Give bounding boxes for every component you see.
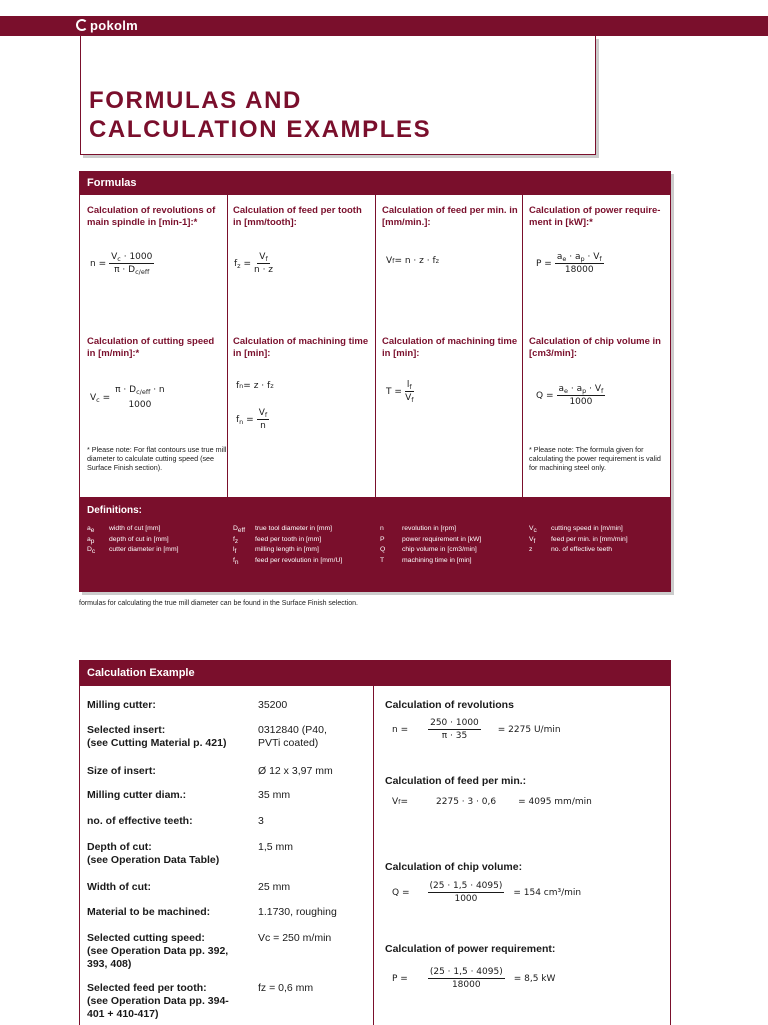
formulas-header	[80, 172, 670, 195]
eq-lhs: P =	[392, 973, 408, 984]
eq-sub: e	[562, 255, 567, 263]
formula-cell-power	[529, 205, 667, 229]
definition-text: width of cut [mm]	[109, 525, 161, 532]
definition-item	[380, 524, 481, 535]
formulas-header-label: Formulas	[87, 177, 137, 189]
eq-text: π · D	[114, 265, 136, 275]
eq-text: f	[236, 381, 240, 391]
symbol-text: V	[529, 525, 534, 532]
calc-equation-feed-per-min: V f = 2275 · 3 · 0,6 = 4095 mm/min	[392, 797, 592, 807]
definition-symbol	[233, 524, 255, 535]
example-value: 1,5 mm	[258, 841, 294, 853]
eq-lhs: T =	[386, 386, 402, 397]
formulas-panel	[79, 171, 671, 592]
definition-symbol	[529, 535, 551, 546]
calculation-example-header	[80, 661, 670, 686]
calc-title-chip-volume: Calculation of chip volume:	[385, 861, 523, 873]
definitions-column	[529, 524, 628, 556]
eq-denominator	[405, 392, 413, 403]
definition-text: cutter diameter in [mm]	[109, 546, 179, 553]
eq-text: · n	[150, 385, 165, 395]
eq-denominator: 1000	[569, 397, 593, 407]
eq-text: · 1000	[120, 252, 153, 262]
definition-text: depth of cut in [mm]	[109, 535, 169, 543]
eq-text: =	[400, 797, 409, 807]
definition-item	[380, 535, 481, 546]
footnote: formulas for calculating the true mill diameter can be found in the Surface Finish selection.	[79, 600, 358, 607]
eq-denominator: 18000	[564, 265, 594, 275]
equation-revolutions	[90, 252, 157, 275]
symbol-sub: c	[533, 527, 537, 534]
eq-fraction	[109, 252, 154, 275]
definition-text: revolution in [rpm]	[402, 525, 457, 532]
formula-note-power: * Please note: The formula given for calculating the power requirement is valid for machining steel only.	[529, 445, 661, 472]
eq-sub: p	[580, 255, 585, 263]
page-title-line-1: FORMULAS AND	[89, 87, 302, 114]
symbol-text: a	[87, 525, 91, 532]
equation-feed-per-rev-b	[236, 408, 272, 431]
definition-text: no. of effective teeth	[551, 546, 613, 553]
eq-denominator: 1000	[454, 894, 478, 904]
definition-symbol	[380, 524, 402, 535]
example-value: 0312840 (P40, PVTi coated)	[258, 724, 327, 749]
calc-title-power: Calculation of power requirement:	[385, 943, 556, 955]
symbol-sub: c	[91, 548, 96, 555]
eq-text: π · D	[115, 385, 137, 395]
example-label: Selected cutting speed: (see Operation Data pp. 392, 393, 408)	[87, 932, 229, 970]
eq-text: a	[558, 384, 565, 394]
definition-text: feed per tooth in [mm]	[255, 535, 322, 543]
logo-text: pokolm	[90, 18, 139, 33]
calculation-example-panel	[79, 660, 671, 1025]
symbol-sub: eff	[237, 527, 246, 534]
example-value: 35200	[258, 699, 288, 711]
eq-text: V	[259, 252, 266, 262]
eq-text: f	[234, 258, 238, 269]
example-value: 25 mm	[258, 881, 291, 893]
calculation-example-header-label: Calculation Example	[87, 667, 195, 679]
definition-item	[529, 545, 628, 556]
definitions-column	[233, 524, 342, 566]
formula-title: Calculation of cutting speed in [m/min]:*	[87, 336, 215, 359]
formula-title: Calculation of machining time in [min]:	[382, 336, 518, 359]
eq-text: = n · z · f	[394, 256, 436, 266]
equation-machining-time	[386, 380, 417, 403]
eq-fraction	[428, 967, 505, 990]
definition-item	[380, 545, 481, 556]
eq-text: · a	[566, 252, 581, 262]
eq-text: =	[240, 258, 251, 269]
example-label: Milling cutter diam.:	[87, 789, 187, 801]
eq-expression: 2275 · 3 · 0,6	[436, 797, 497, 807]
symbol-sub: n	[234, 558, 239, 566]
eq-sub: f	[264, 411, 268, 419]
symbol-sub: p	[90, 537, 95, 545]
eq-numerator: 250 · 1000	[430, 718, 479, 728]
eq-result: = 2275 U/min	[497, 724, 561, 735]
eq-numerator: (25 · 1,5 · 4095)	[429, 967, 503, 977]
eq-text: a	[556, 252, 563, 262]
formula-title: Calculation of feed per tooth in [mm/tooth]:	[233, 205, 362, 228]
definition-text: cutting speed in [m/min]	[551, 525, 623, 532]
example-value: 3	[258, 815, 264, 827]
definition-symbol	[233, 556, 255, 567]
eq-sub: c/eff	[135, 268, 150, 276]
equation-power	[536, 252, 607, 275]
formula-cell-cutting-speed	[87, 336, 225, 360]
eq-text: V	[392, 797, 399, 807]
eq-numerator	[555, 252, 604, 264]
definition-symbol	[380, 545, 402, 556]
eq-fraction	[428, 718, 481, 741]
symbol-sub: e	[90, 527, 95, 534]
eq-fraction	[405, 380, 414, 403]
eq-text: = z · f	[243, 381, 271, 391]
definition-symbol	[380, 535, 402, 546]
symbol-text: l	[233, 546, 235, 553]
formula-cell-feed-per-tooth	[233, 205, 371, 229]
calc-title-feed-per-min: Calculation of feed per min.:	[385, 775, 527, 787]
definition-item	[529, 524, 628, 535]
definition-item	[233, 524, 342, 535]
calc-title-revolutions: Calculation of revolutions	[385, 699, 514, 711]
example-label: Selected feed per tooth: (see Operation Data pp. 394- 401 + 410-417)	[87, 982, 229, 1020]
symbol-sub: z	[234, 537, 239, 545]
symbol-sub: f	[533, 537, 536, 545]
definition-symbol	[87, 524, 109, 535]
eq-numerator	[557, 384, 606, 396]
eq-lhs: Q =	[536, 390, 554, 401]
eq-numerator	[257, 252, 269, 264]
calc-equation-power	[392, 967, 555, 990]
column-divider	[373, 686, 374, 1025]
eq-sub: p	[582, 387, 587, 395]
eq-sub: c	[96, 395, 100, 404]
definition-text: milling length in [mm]	[255, 546, 319, 553]
eq-sub: c	[117, 255, 121, 263]
calc-equation-chip-volume	[392, 881, 581, 904]
example-label: Material to be machined:	[87, 906, 211, 918]
eq-lhs	[90, 393, 110, 403]
definition-item	[87, 524, 179, 535]
eq-denominator: n	[260, 421, 266, 431]
example-label: Depth of cut: (see Operation Data Table)	[87, 841, 220, 866]
eq-numerator	[109, 252, 154, 264]
equation-feed-per-tooth	[234, 252, 276, 275]
column-divider	[375, 195, 376, 497]
eq-text: V	[258, 408, 265, 418]
eq-result: = 4095 mm/min	[518, 797, 592, 807]
symbol-text: D	[233, 525, 238, 532]
example-value: Ø 12 x 3,97 mm	[258, 765, 333, 777]
calc-equation-revolutions	[392, 718, 561, 741]
symbol-text: Q	[380, 546, 386, 553]
symbol-text: P	[380, 535, 385, 543]
formula-note-cutting-speed: * Please note: For flat contours use true mill diameter to calculate cutting speed (see Surface Finish section).	[87, 445, 227, 472]
formula-title: Calculation of power require-ment in [kW]:*	[529, 205, 661, 228]
page-title	[89, 86, 431, 144]
formula-title: Calculation of feed per min. in [mm/min.]:	[382, 205, 518, 228]
example-value: Vc = 250 m/min	[258, 932, 332, 944]
eq-lhs	[236, 415, 254, 425]
formula-cell-chip-volume	[529, 336, 667, 360]
eq-numerator	[405, 380, 414, 392]
symbol-text: T	[380, 556, 385, 564]
example-label: Width of cut:	[87, 881, 152, 893]
definition-text: true tool diameter in [mm]	[255, 525, 333, 532]
definitions-column	[87, 524, 179, 556]
eq-fraction	[254, 252, 273, 275]
definition-text: feed per min. in [mm/min]	[551, 535, 628, 543]
symbol-text: f	[233, 535, 235, 543]
definition-item	[233, 545, 342, 556]
eq-text: · a	[568, 384, 583, 394]
eq-fraction	[257, 408, 269, 431]
definition-item	[233, 556, 342, 567]
formula-title: Calculation of chip volume in [cm3/min]:	[529, 336, 661, 359]
formula-cell-feed-per-min	[382, 205, 520, 229]
formula-cell-machining-time-a	[233, 336, 371, 360]
symbol-text: V	[529, 535, 534, 543]
definition-text: chip volume in [cm3/min]	[402, 546, 477, 553]
eq-sub: f	[601, 387, 604, 395]
formula-cell-revolutions	[87, 205, 225, 229]
eq-sub: f	[265, 255, 268, 263]
definition-item	[87, 545, 179, 556]
definition-symbol	[529, 545, 551, 556]
eq-sub: z	[237, 261, 241, 270]
eq-denominator: π · 35	[441, 731, 468, 741]
eq-fraction	[428, 881, 505, 904]
eq-text: · V	[584, 252, 600, 262]
eq-text: · V	[586, 384, 602, 394]
definition-symbol	[87, 535, 109, 546]
eq-text: =	[243, 414, 254, 425]
eq-result: = 154 cm³/min	[513, 887, 582, 898]
definition-item	[380, 556, 481, 567]
column-divider	[522, 195, 523, 497]
eq-numerator	[113, 385, 166, 396]
eq-sub: n	[239, 417, 244, 426]
eq-text: f	[236, 414, 240, 425]
symbol-sub: f	[234, 548, 237, 555]
eq-numerator	[257, 408, 269, 420]
definitions-panel	[80, 497, 670, 591]
eq-numerator: (25 · 1,5 · 4095)	[429, 881, 503, 891]
example-value: fz = 0,6 mm	[258, 982, 314, 994]
eq-fraction	[557, 384, 606, 407]
example-value: 35 mm	[258, 789, 291, 801]
eq-fraction	[113, 385, 166, 410]
definition-item	[233, 535, 342, 546]
symbol-text: a	[87, 535, 91, 543]
eq-fraction	[555, 252, 604, 275]
formula-title: Calculation of machining time in [min]:	[233, 336, 369, 359]
example-label: Selected insert: (see Cutting Material p. 421)	[87, 724, 227, 749]
definition-text: machining time in [min]	[402, 556, 472, 564]
eq-lhs: P =	[536, 258, 552, 269]
eq-sub: f	[411, 396, 414, 404]
eq-text: V	[405, 393, 412, 403]
definition-symbol	[233, 545, 255, 556]
eq-sub: c/eff	[136, 388, 151, 396]
eq-text: V	[90, 392, 97, 403]
definition-item	[87, 535, 179, 546]
logo-mark-icon	[76, 19, 88, 31]
definitions-column	[380, 524, 481, 566]
eq-text: l	[406, 380, 410, 390]
formula-cell-machining-time-b	[382, 336, 520, 360]
example-value: 1.1730, roughing	[258, 906, 337, 918]
definition-item	[529, 535, 628, 546]
example-label: Milling cutter:	[87, 699, 156, 711]
eq-sub: f	[599, 255, 602, 263]
equation-feed-per-rev-a: f n = z · f z	[236, 381, 274, 391]
eq-text: =	[99, 392, 111, 403]
definition-symbol	[87, 545, 109, 556]
equation-cutting-speed	[90, 385, 170, 410]
brand-logo	[76, 18, 138, 33]
definition-text: power requirement in [kW]	[402, 535, 482, 543]
example-label: no. of effective teeth:	[87, 815, 193, 827]
title-box	[80, 36, 596, 155]
eq-lhs	[234, 259, 251, 269]
eq-denominator	[114, 264, 149, 275]
equation-feed-per-min: V f = n · z · f z	[386, 256, 440, 266]
eq-denominator: 18000	[451, 980, 481, 990]
eq-denominator: 1000	[128, 400, 152, 410]
definitions-title: Definitions:	[87, 505, 142, 516]
symbol-text: D	[87, 546, 92, 553]
symbol-text: f	[233, 556, 235, 564]
eq-lhs: n =	[90, 258, 107, 269]
eq-result: = 8,5 kW	[513, 973, 556, 984]
eq-sub: e	[564, 387, 569, 395]
definition-symbol	[233, 535, 255, 546]
column-divider	[227, 195, 228, 497]
eq-denominator: n · z	[254, 265, 274, 275]
eq-lhs: n =	[392, 724, 409, 735]
symbol-text: n	[380, 525, 384, 532]
eq-text: V	[111, 252, 118, 262]
eq-sub: f	[409, 383, 412, 391]
definition-symbol	[529, 524, 551, 535]
eq-text: V	[386, 256, 393, 266]
formula-title: Calculation of revolutions of main spindle in [min-1]:*	[87, 205, 216, 228]
definition-symbol	[380, 556, 402, 567]
page-title-line-2: CALCULATION EXAMPLES	[89, 116, 432, 143]
equation-chip-volume	[536, 384, 608, 407]
definition-text: feed per revolution in [mm/U]	[255, 556, 343, 564]
symbol-text: z	[529, 546, 533, 553]
example-label: Size of insert:	[87, 765, 156, 777]
eq-lhs: Q =	[392, 887, 410, 898]
